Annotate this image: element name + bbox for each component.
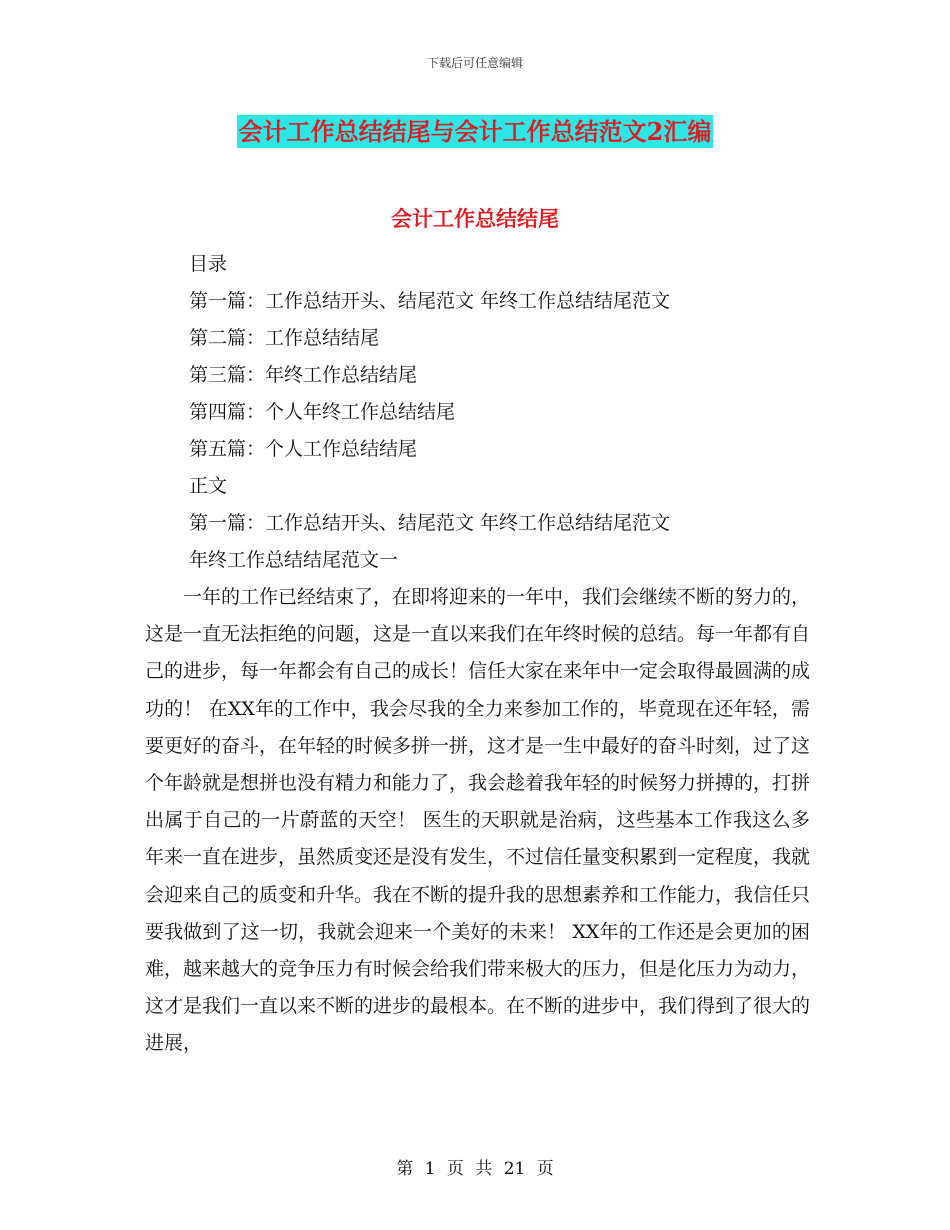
page-header-note: 下载后可任意编辑 — [426, 56, 523, 70]
toc-heading: 目录 — [189, 253, 228, 275]
toc-item: 第二篇：工作总结结尾 — [189, 327, 380, 349]
chapter-subheading: 年终工作总结结尾范文一 — [189, 549, 399, 571]
document-title — [0, 112, 950, 147]
body-heading: 正文 — [189, 475, 228, 497]
section-title: 会计工作总结结尾 — [391, 206, 559, 231]
toc-item: 第四篇：个人年终工作总结结尾 — [189, 401, 456, 423]
toc-item: 第五篇：个人工作总结结尾 — [189, 438, 418, 460]
toc-item: 第三篇：年终工作总结结尾 — [189, 364, 418, 386]
toc-item: 第一篇：工作总结开头、结尾范文 年终工作总结结尾范文 — [189, 290, 671, 312]
document-body — [145, 246, 810, 1063]
page-footer: 第 1 页 共 21 页 — [396, 1159, 554, 1179]
chapter-heading: 第一篇：工作总结开头、结尾范文 年终工作总结结尾范文 — [189, 512, 671, 534]
document-title-text: 会计工作总结结尾与会计工作总结范文2汇编 — [238, 117, 712, 146]
body-paragraph: 一年的工作已经结束了，在即将迎来的一年中，我们会继续不断的努力的，这是一直无法拒绝的问题，这是一直以来我们在年终时候的总结。每一年都有自己的进步，每一年都会有自己的成长！信任大家在来年中一定会取得最圆满的成功的！ 在XX年的工作中，我会尽我的全力来参加工作的，毕竟现在还年轻，需要更好的奋斗，在年轻的时候多拼一拼，这才是一生中最好的奋斗时刻，过了这个年龄就是想拼也没有精力和能力了，我会趁着我年轻的时候努力拼搏的，打拼出属于自己的一片蔚蓝的天空！ 医生的天职就是治病，这些基本工作我这么多年来一直在进步，虽然质变还是没有发生，不过信任量变积累到一定程度，我就会迎来自己的质变和升华。我在不断的提升我的思想素养和工作能力，我信任只要我做到了这一切，我就会迎来一个美好的未来！ XX年的工作还是会更加的困难，越来越大的竞争压力有时候会给我们带来极大的压力，但是化压力为动力，这才是我们一直以来不断的进步的最根本。在不断的进步中，我们得到了很大的进展， — [145, 586, 811, 1055]
